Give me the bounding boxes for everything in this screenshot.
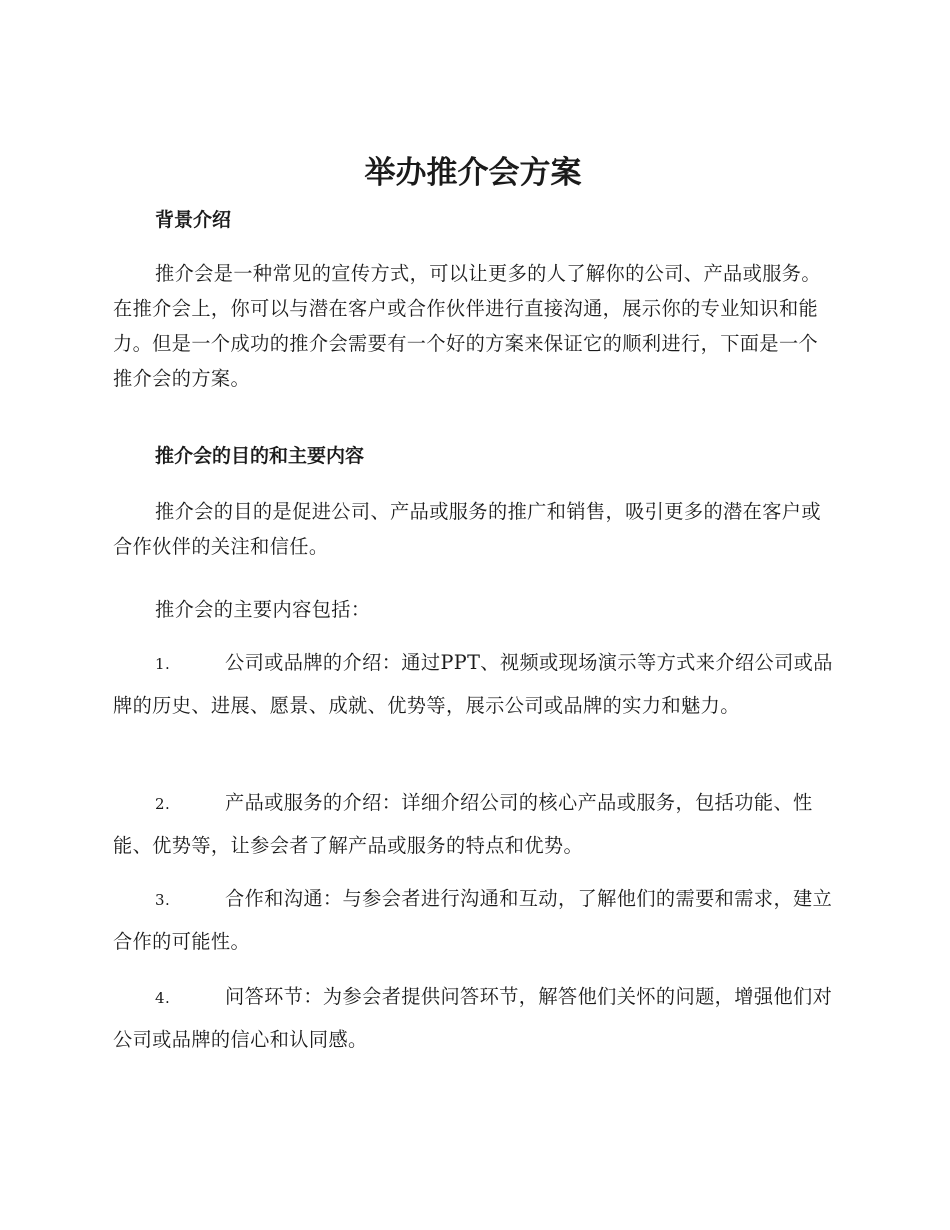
list-item-number: 1.: [155, 655, 171, 673]
document-page: [113, 0, 833, 1230]
list-item-text: 合作和沟通：与参会者进行沟通和互动，了解他们的需要和需求，建立合作的可能性。: [113, 887, 833, 953]
list-item-text: 公司或品牌的介绍：通过PPT、视频或现场演示等方式来介绍公司或品牌的历史、进展、愿景、成就、优势等，展示公司或品牌的实力和魅力。: [113, 651, 833, 717]
list-item-number: 2.: [155, 795, 171, 813]
list-item: [113, 976, 833, 1061]
section-heading-background: 背景介绍: [155, 209, 232, 231]
section-heading-purpose: 推介会的目的和主要内容: [155, 445, 365, 467]
list-item: [113, 782, 833, 867]
list-item-number: 4.: [155, 989, 171, 1007]
document-title: 举办推介会方案: [364, 155, 582, 191]
list-item-number: 3.: [155, 891, 171, 909]
list-item: [113, 642, 833, 727]
paragraph-content-intro: 推介会的主要内容包括：: [155, 598, 371, 621]
paragraph-background: 推介会是一种常见的宣传方式，可以让更多的人了解你的公司、产品或服务。在推介会上，你可以与潜在客户或合作伙伴进行直接沟通，展示你的专业知识和能力。但是一个成功的推介会需要有一个好的方案来保证它的顺利进行，下面是一个推介会的方案。: [113, 262, 821, 390]
list-item-text: 问答环节：为参会者提供问答环节，解答他们关怀的问题，增强他们对公司或品牌的信心和认同感。: [113, 985, 833, 1051]
list-item: [113, 878, 833, 963]
paragraph-purpose: 推介会的目的是促进公司、产品或服务的推广和销售，吸引更多的潜在客户或合作伙伴的关注和信任。: [113, 500, 821, 558]
list-item-text: 产品或服务的介绍：详细介绍公司的核心产品或服务，包括功能、性能、优势等，让参会者了解产品或服务的特点和优势。: [113, 791, 813, 857]
